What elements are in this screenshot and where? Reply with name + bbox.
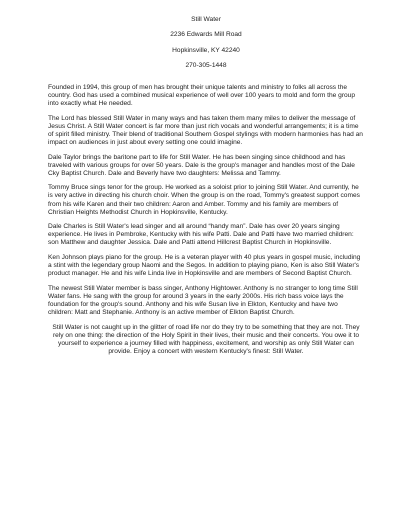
paragraph-dale-charles: Dale Charles is Still Water's lead singer and all around “handy man”. Dale has over 20 years singing experience. He lives in Pembroke, Kentucky with his wife Patti. Dale and Patti have two married children: son Matthew and daughter Jessica. Dale and Patti attend Hillcrest Baptist Church in Hopkinsville. [48,223,354,247]
paragraph-anthony-hightower: The newest Still Water member is bass singer, Anthony Hightower. Anthony is no stranger to long time Still Water fans. He sang with the group for around 3 years in the early 2000s. His rich bass voice lays the foundation for the group's sound. Anthony and his wife Susan live in Elkton, Kentucky and have two children: Matt and Stephanie. Anthony is an active member of Elkton Baptist Church. [48,284,358,317]
paragraph-tommy-bruce: Tommy Bruce sings tenor for the group. He worked as a soloist prior to joining Still Water. And currently, he is very active in directing his church choir. When the group is on the road, Tommy's greatest support comes from his wife Karen and their two children: Aaron and Amber. Tommy and his family are members of Christian Heights Methodist Church in Hopkinsville, Kentucky. [48,184,360,216]
paragraph-closing: Still Water is not caught up in the glitter of road life nor do they try to be something that they are not. They rely on one thing: the direction of the Holy Spirit in their lives, their music and their concerts. You owe it to yourself to experience a journey filled with happiness, excitement, and worship as only Still Water can provide. Enjoy a concert with western Kentucky's finest: Still Water. [52,323,360,355]
city-state-zip: Hopkinsville, KY 42240 [172,46,240,54]
paragraph-ministry: The Lord has blessed Still Water in many ways and has taken them many miles to deliver the message of Jesus Christ. A Still Water concert is far more than just rich vocals and wonderful arrangements; it is a time of spirit filled ministry. Their blend of traditional Southern Gospel stylings with modern harmonies has had an impact on audiences in just about every setting one could imagine. [48,114,363,146]
body-text [48,84,364,356]
letterhead [48,16,364,70]
paragraph-ken-johnson: Ken Johnson plays piano for the group. He is a veteran player with 40 plus years in gospel music, including a stint with the legendary group Naomi and the Segos. In addition to playing piano, Ken is also Still Water's product manager. He and his wife Linda live in Hopkinsville and are members of Second Baptist Church. [48,254,361,278]
paragraph-intro: Founded in 1994, this group of men has brought their unique talents and ministry to folks all across the country. God has used a combined musical experience of well over 100 years to mold and form the group into exactly what He needed. [48,83,356,108]
group-name: Still Water [191,16,221,23]
phone-number: 270-305-1448 [185,61,227,69]
street-address: 2236 Edwards Mill Road [170,31,242,39]
paragraph-dale-taylor: Dale Taylor brings the baritone part to life for Still Water. He has been singing since childhood and has traveled with various groups for over 50 years. Dale is the group's manager and handles most of the Dale Cky Baptist Church. Dale and Beverly have two daughters: Melissa and Tammy. [48,153,355,177]
